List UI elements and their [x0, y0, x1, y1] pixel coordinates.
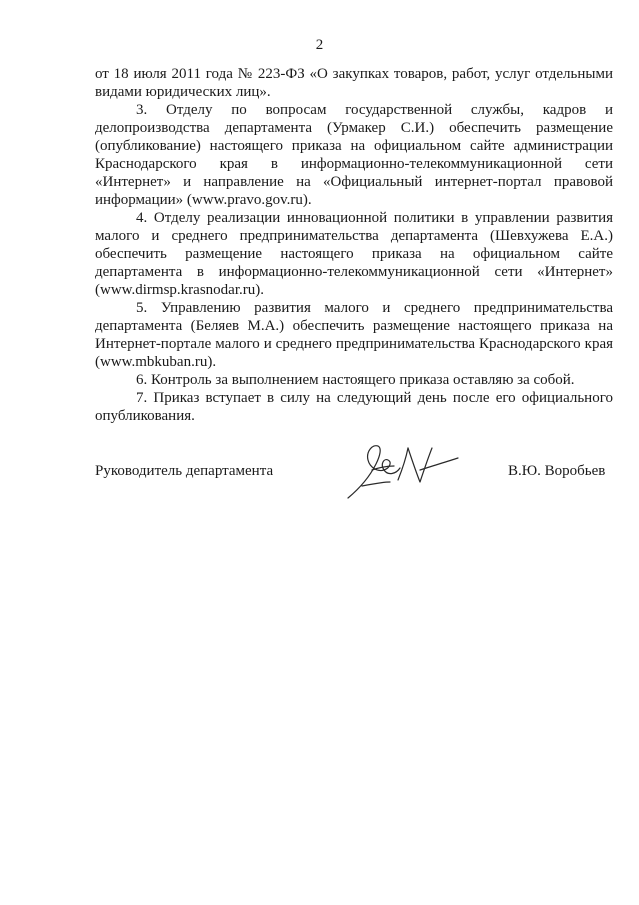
signatory-title: Руководитель департамента	[95, 463, 274, 479]
paragraph-6-line: 6. Контроль за выполнением настоящего приказа оставляю за собой.	[136, 372, 575, 388]
page-number: 2	[315, 37, 324, 53]
text-line: опубликования.	[95, 408, 195, 424]
paragraph-3-first-line: 3. Отделу по вопросам государственной службы, кадров и	[136, 102, 613, 118]
text-line: (опубликование) настоящего приказа на официальном сайте администрации	[95, 138, 613, 154]
handwritten-signature	[342, 440, 462, 504]
text-line: (www.mbkuban.ru).	[95, 354, 217, 370]
text-line: от 18 июля 2011 года № 223-ФЗ «О закупках товаров, работ, услуг отдельными	[95, 66, 613, 82]
paragraph-4-first-line: 4. Отделу реализации инновационной политики в управлении развития	[136, 210, 613, 226]
paragraph-5-first-line: 5. Управлению развития малого и среднего предпринимательства	[136, 300, 613, 316]
text-line: департамента (Беляев М.А.) обеспечить размещение настоящего приказа на	[95, 318, 613, 334]
paragraph-7-first-line: 7. Приказ вступает в силу на следующий день после его официального	[136, 390, 613, 406]
text-line: информации» (www.pravo.gov.ru).	[95, 192, 312, 208]
text-line: видами юридических лиц».	[95, 84, 271, 100]
text-line: малого и среднего предпринимательства департамента (Шевхужева Е.А.)	[95, 228, 613, 244]
text-line: делопроизводства департамента (Урмакер С.И.) обеспечить размещение	[95, 120, 613, 136]
text-line: (www.dirmsp.krasnodar.ru).	[95, 282, 264, 298]
text-line: Краснодарского края в информационно-телекоммуникационной сети	[95, 156, 613, 172]
text-line: обеспечить размещение настоящего приказа на официальном сайте	[95, 246, 613, 262]
text-line: «Интернет» и направление на «Официальный интернет-портал правовой	[95, 174, 613, 190]
text-line: Интернет-портале малого и среднего предпринимательства Краснодарского края	[95, 336, 613, 352]
text-line: департамента в информационно-телекоммуникационной сети «Интернет»	[95, 264, 613, 280]
signatory-name: В.Ю. Воробьев	[508, 463, 606, 479]
